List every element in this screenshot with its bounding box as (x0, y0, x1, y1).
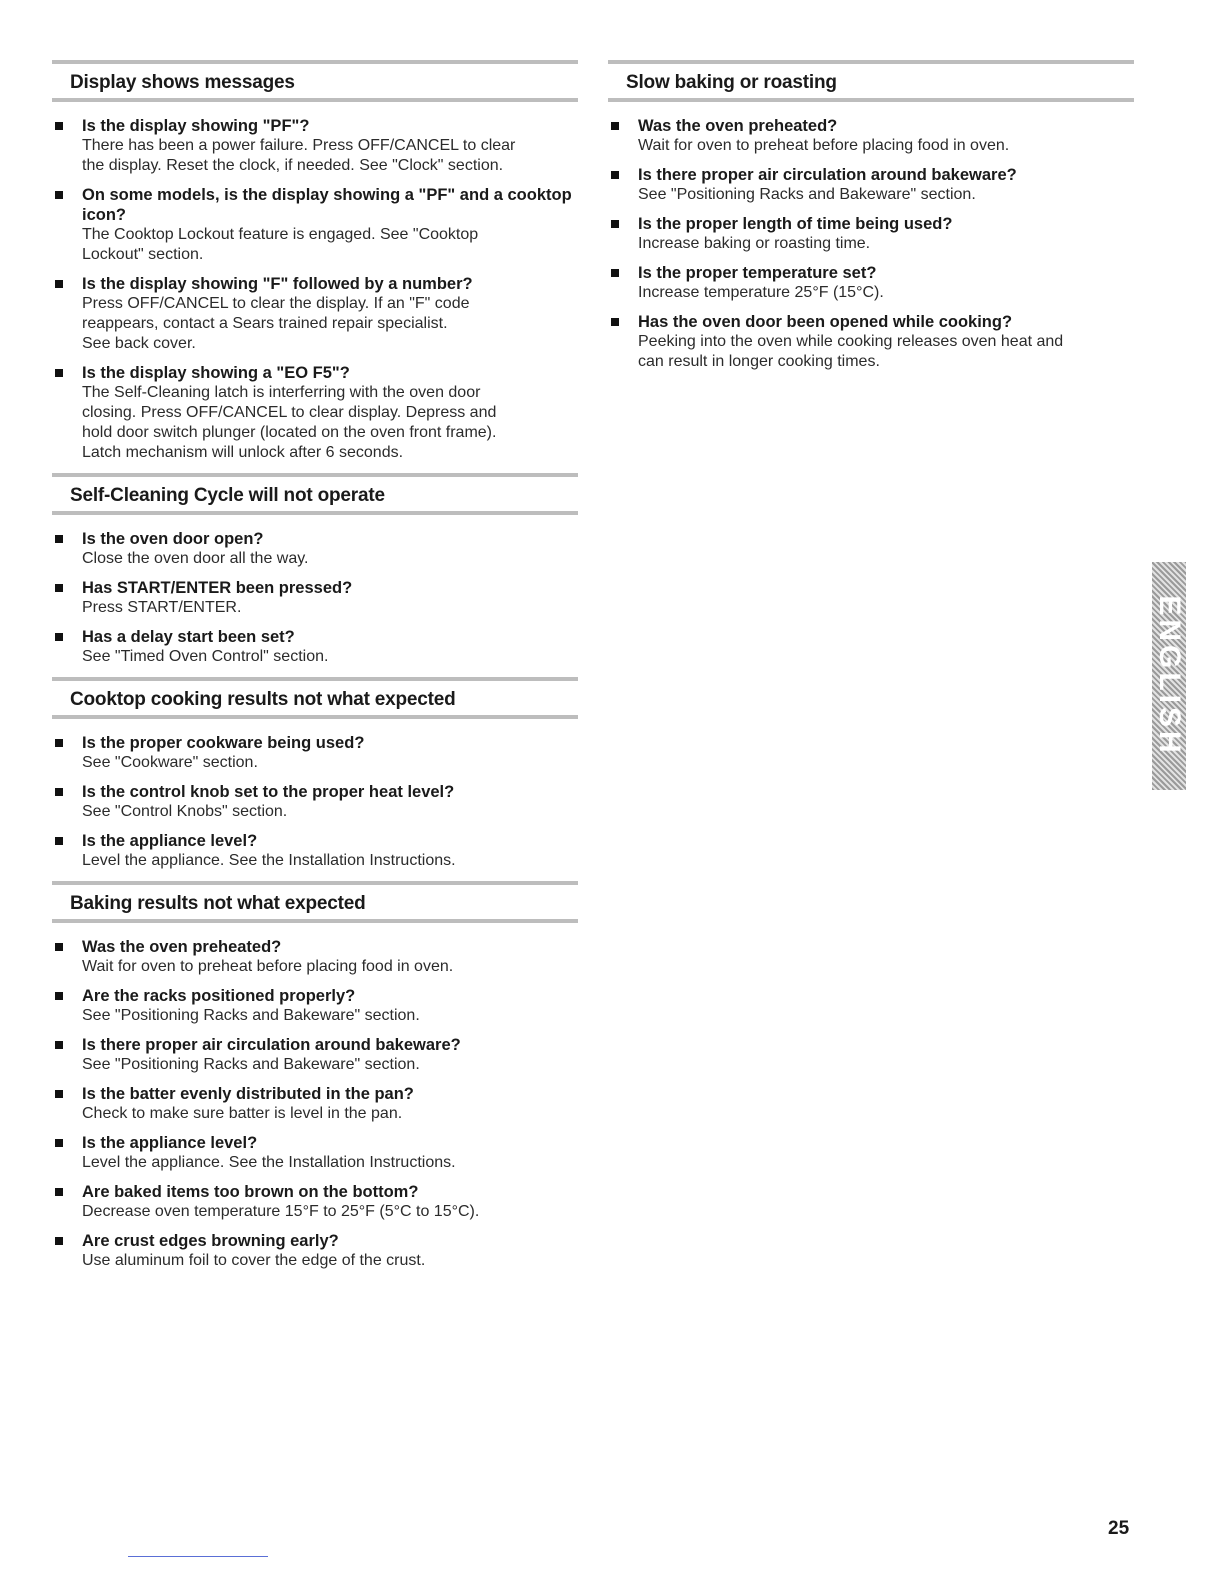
list-item (52, 578, 578, 618)
list-item (52, 1133, 578, 1173)
answer-line: See "Timed Oven Control" section. (82, 648, 329, 665)
answer-line: Level the appliance. See the Installation Instructions. (82, 852, 456, 869)
item-list (52, 102, 578, 463)
square-bullet-icon (611, 171, 619, 179)
section-title: Display shows messages (70, 72, 295, 93)
item-list (608, 102, 1134, 372)
square-bullet-icon (611, 122, 619, 130)
answer-line: Latch mechanism will unlock after 6 seconds. (82, 444, 404, 461)
question-text: Was the oven preheated? (82, 938, 282, 956)
answer-text (638, 136, 1134, 156)
answer-text (82, 1251, 578, 1271)
answer-line: Close the oven door all the way. (82, 550, 309, 567)
section-header (52, 881, 578, 923)
item-list (52, 719, 578, 871)
question-text: Is there proper air circulation around bakeware? (638, 166, 1017, 184)
answer-line: See "Control Knobs" section. (82, 803, 288, 820)
answer-text (82, 294, 578, 354)
square-bullet-icon (611, 318, 619, 326)
list-item (52, 1231, 578, 1271)
section-title: Self-Cleaning Cycle will not operate (70, 485, 385, 506)
answer-line: hold door switch plunger (located on the oven front frame). (82, 424, 497, 441)
answer-text (638, 332, 1134, 372)
question-text: Is the appliance level? (82, 832, 258, 850)
square-bullet-icon (55, 1237, 63, 1245)
square-bullet-icon (55, 191, 63, 199)
list-item (52, 733, 578, 773)
square-bullet-icon (55, 535, 63, 543)
answer-line: Lockout" section. (82, 246, 204, 263)
question-text: Are the racks positioned properly? (82, 987, 356, 1005)
square-bullet-icon (55, 943, 63, 951)
question-text: Was the oven preheated? (638, 117, 838, 135)
section-header (608, 60, 1134, 102)
square-bullet-icon (55, 788, 63, 796)
answer-text (82, 1006, 578, 1026)
question-text: Is the display showing "PF"? (82, 117, 310, 135)
answer-text (82, 383, 578, 463)
english-tab-label: ENGLISH (1153, 595, 1186, 757)
answer-line: the display. Reset the clock, if needed. See "Clock" section. (82, 157, 504, 174)
answer-line: can result in longer cooking times. (638, 353, 880, 370)
answer-text (82, 1104, 578, 1124)
list-item (52, 627, 578, 667)
section-title: Slow baking or roasting (626, 72, 837, 93)
square-bullet-icon (55, 122, 63, 130)
page-number: 25 (1108, 1518, 1130, 1539)
section-header (52, 677, 578, 719)
question-text: Is the oven door open? (82, 530, 264, 548)
question-text: Is the proper cookware being used? (82, 734, 365, 752)
square-bullet-icon (55, 1041, 63, 1049)
question-text: Is the control knob set to the proper heat level? (82, 783, 455, 801)
square-bullet-icon (611, 269, 619, 277)
answer-line: Level the appliance. See the Installation Instructions. (82, 1154, 456, 1171)
answer-line: There has been a power failure. Press OFF/CANCEL to clear (82, 137, 516, 154)
answer-line: Increase baking or roasting time. (638, 235, 871, 252)
question-text: Has the oven door been opened while cooking? (638, 313, 1013, 331)
square-bullet-icon (55, 1090, 63, 1098)
question-text: Are baked items too brown on the bottom? (82, 1183, 419, 1201)
answer-line: Wait for oven to preheat before placing food in oven. (82, 958, 454, 975)
right-column (608, 60, 1134, 381)
answer-text (82, 647, 578, 667)
answer-line: Wait for oven to preheat before placing food in oven. (638, 137, 1010, 154)
answer-text (82, 225, 578, 265)
question-text: Is the display showing "F" followed by a number? (82, 275, 473, 293)
list-item (52, 937, 578, 977)
section-display-shows-messages (52, 60, 578, 463)
list-item (52, 274, 578, 354)
section-title: Cooktop cooking results not what expected (70, 689, 456, 710)
section-header (52, 473, 578, 515)
list-item (608, 116, 1134, 156)
list-item (52, 185, 578, 265)
square-bullet-icon (55, 584, 63, 592)
question-text: On some models, is the display showing a "PF" and a cooktop icon? (82, 186, 572, 224)
list-item (52, 1035, 578, 1075)
answer-text (82, 136, 578, 176)
left-column (52, 60, 578, 1280)
question-text: Has START/ENTER been pressed? (82, 579, 353, 597)
section-self-cleaning-cycle-will-not-operate (52, 473, 578, 667)
section-cooktop-cooking-results-not-what-expected (52, 677, 578, 871)
answer-text (82, 598, 578, 618)
question-text: Is the batter evenly distributed in the pan? (82, 1085, 414, 1103)
list-item (52, 363, 578, 463)
answer-text (82, 549, 578, 569)
list-item (52, 116, 578, 176)
square-bullet-icon (55, 369, 63, 377)
answer-line: See "Positioning Racks and Bakeware" section. (82, 1056, 420, 1073)
question-text: Is there proper air circulation around bakeware? (82, 1036, 461, 1054)
answer-line: See "Cookware" section. (82, 754, 258, 771)
list-item (608, 214, 1134, 254)
question-text: Has a delay start been set? (82, 628, 295, 646)
list-item (52, 1182, 578, 1222)
list-item (52, 986, 578, 1026)
answer-text (82, 1153, 578, 1173)
square-bullet-icon (55, 1139, 63, 1147)
question-text: Are crust edges browning early? (82, 1232, 339, 1250)
square-bullet-icon (55, 633, 63, 641)
square-bullet-icon (55, 992, 63, 1000)
answer-text (638, 185, 1134, 205)
square-bullet-icon (55, 280, 63, 288)
answer-text (82, 1202, 578, 1222)
english-language-tab (1152, 562, 1186, 790)
answer-text (82, 1055, 578, 1075)
list-item (52, 529, 578, 569)
list-item (52, 782, 578, 822)
answer-line: reappears, contact a Sears trained repair specialist. (82, 315, 448, 332)
answer-line: See "Positioning Racks and Bakeware" section. (638, 186, 976, 203)
answer-line: The Self-Cleaning latch is interferring with the oven door (82, 384, 481, 401)
question-text: Is the proper temperature set? (638, 264, 877, 282)
section-baking-results-not-what-expected (52, 881, 578, 1271)
answer-line: Press OFF/CANCEL to clear the display. If an "F" code (82, 295, 470, 312)
list-item (608, 263, 1134, 303)
answer-text (82, 851, 578, 871)
item-list (52, 923, 578, 1271)
answer-line: Use aluminum foil to cover the edge of the crust. (82, 1252, 426, 1269)
square-bullet-icon (55, 1188, 63, 1196)
item-list (52, 515, 578, 667)
answer-text (82, 802, 578, 822)
square-bullet-icon (55, 739, 63, 747)
answer-line: Increase temperature 25°F (15°C). (638, 284, 884, 301)
footer-rule (128, 1556, 268, 1557)
answer-line: Press START/ENTER. (82, 599, 242, 616)
answer-line: See "Positioning Racks and Bakeware" section. (82, 1007, 420, 1024)
answer-text (82, 753, 578, 773)
list-item (52, 831, 578, 871)
square-bullet-icon (611, 220, 619, 228)
list-item (608, 312, 1134, 372)
answer-text (638, 283, 1134, 303)
answer-line: closing. Press OFF/CANCEL to clear display. Depress and (82, 404, 497, 421)
answer-line: Peeking into the oven while cooking releases oven heat and (638, 333, 1064, 350)
question-text: Is the appliance level? (82, 1134, 258, 1152)
answer-line: See back cover. (82, 335, 196, 352)
list-item (52, 1084, 578, 1124)
answer-text (638, 234, 1134, 254)
square-bullet-icon (55, 837, 63, 845)
answer-text (82, 957, 578, 977)
question-text: Is the display showing a "EO F5"? (82, 364, 350, 382)
question-text: Is the proper length of time being used? (638, 215, 953, 233)
section-title: Baking results not what expected (70, 893, 366, 914)
answer-line: Decrease oven temperature 15°F to 25°F (5°C to 15°C). (82, 1203, 480, 1220)
section-slow-baking-or-roasting (608, 60, 1134, 372)
answer-line: The Cooktop Lockout feature is engaged. See "Cooktop (82, 226, 479, 243)
list-item (608, 165, 1134, 205)
answer-line: Check to make sure batter is level in the pan. (82, 1105, 403, 1122)
section-header (52, 60, 578, 102)
